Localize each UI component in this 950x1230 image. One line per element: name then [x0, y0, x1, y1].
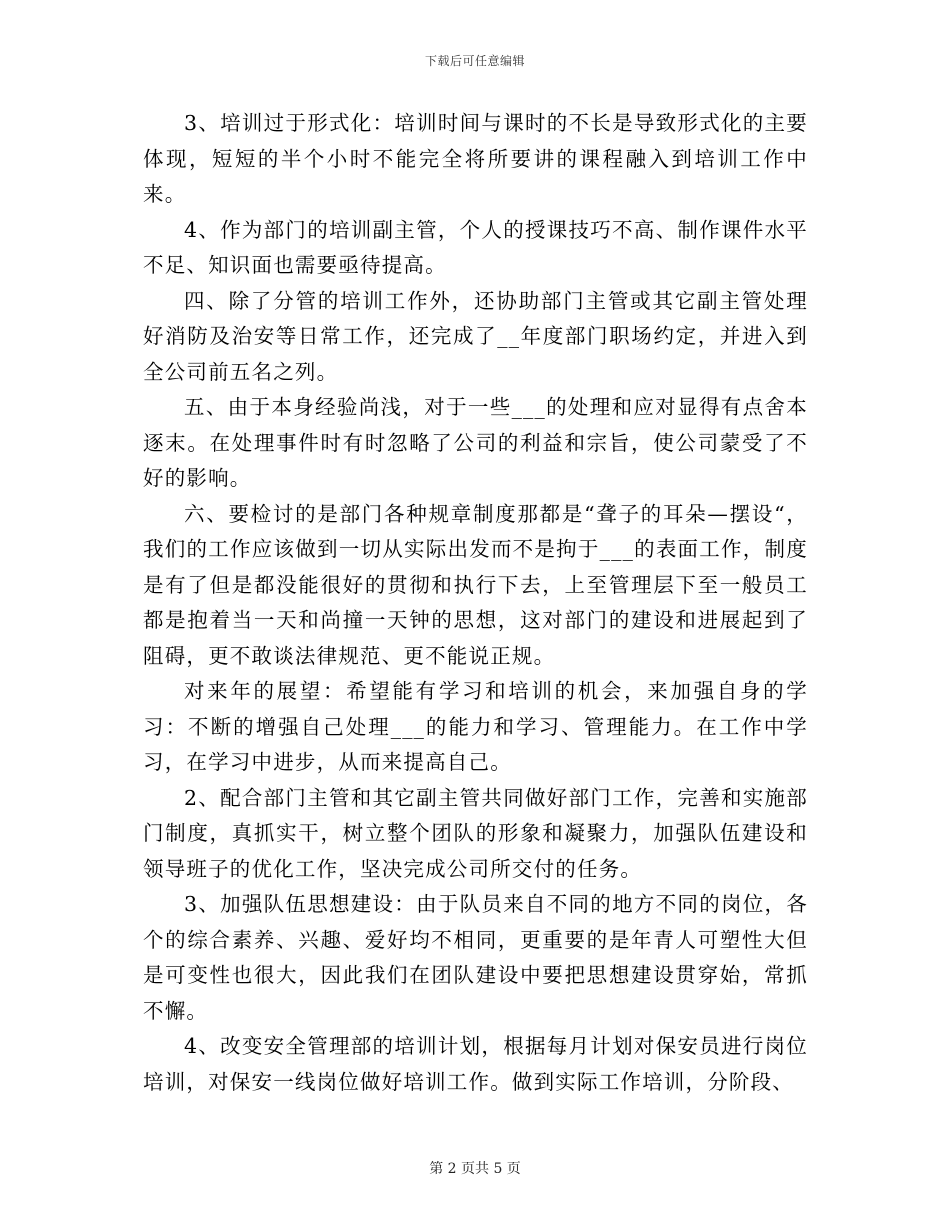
paragraph: 六、要检讨的是部门各种规章制度那都是“聋子的耳朵—摆设“，我们的工作应该做到一切从实际出发而不是拘于___的表面工作，制度是有了但是都没能很好的贯彻和执行下去，上至管理层下至一般员工都是抱着当一天和尚撞一天钟的思想，这对部门的建设和进展起到了阻碍，更不敢谈法律规范、更不能说正规。: [143, 501, 808, 668]
paragraph: 对来年的展望：希望能有学习和培训的机会，来加强自身的学习：不断的增强自己处理___的能力和学习、管理能力。在工作中学习，在学习中进步，从而来提高自己。: [143, 679, 808, 774]
paragraph: 4、改变安全管理部的培训计划，根据每月计划对保安员进行岗位培训，对保安一线岗位做好培训工作。做到实际工作培训，分阶段、: [143, 1034, 808, 1094]
paragraph: 五、由于本身经验尚浅，对于一些___的处理和应对显得有点舍本逐末。在处理事件时有时忽略了公司的利益和宗旨，使公司蒙受了不好的影响。: [143, 395, 808, 490]
page-header-note: 下载后可任意编辑: [424, 54, 525, 68]
page-number-footer: 第 2 页共 5 页: [429, 1161, 521, 1177]
document-body: [143, 106, 808, 1100]
paragraph: 2、配合部门主管和其它副主管共同做好部门工作，完善和实施部门制度，真抓实干，树立整个团队的形象和凝聚力，加强队伍建设和领导班子的优化工作，坚决完成公司所交付的任务。: [143, 785, 808, 881]
paragraph: 四、除了分管的培训工作外，还协助部门主管或其它副主管处理好消防及治安等日常工作，还完成了__年度部门职场约定，并进入到全公司前五名之列。: [143, 288, 808, 384]
paragraph: 3、加强队伍思想建设：由于队员来自不同的地方不同的岗位，各个的综合素养、兴趣、爱好均不相同，更重要的是年青人可塑性大但是可变性也很大，因此我们在团队建设中要把思想建设贯穿始，常抓不懈。: [143, 892, 808, 1023]
paragraph: 4、作为部门的培训副主管，个人的授课技巧不高、制作课件水平不足、知识面也需要亟待提高。: [143, 217, 808, 277]
paragraph: 3、培训过于形式化：培训时间与课时的不长是导致形式化的主要体现，短短的半个小时不能完全将所要讲的课程融入到培训工作中来。: [143, 111, 808, 206]
